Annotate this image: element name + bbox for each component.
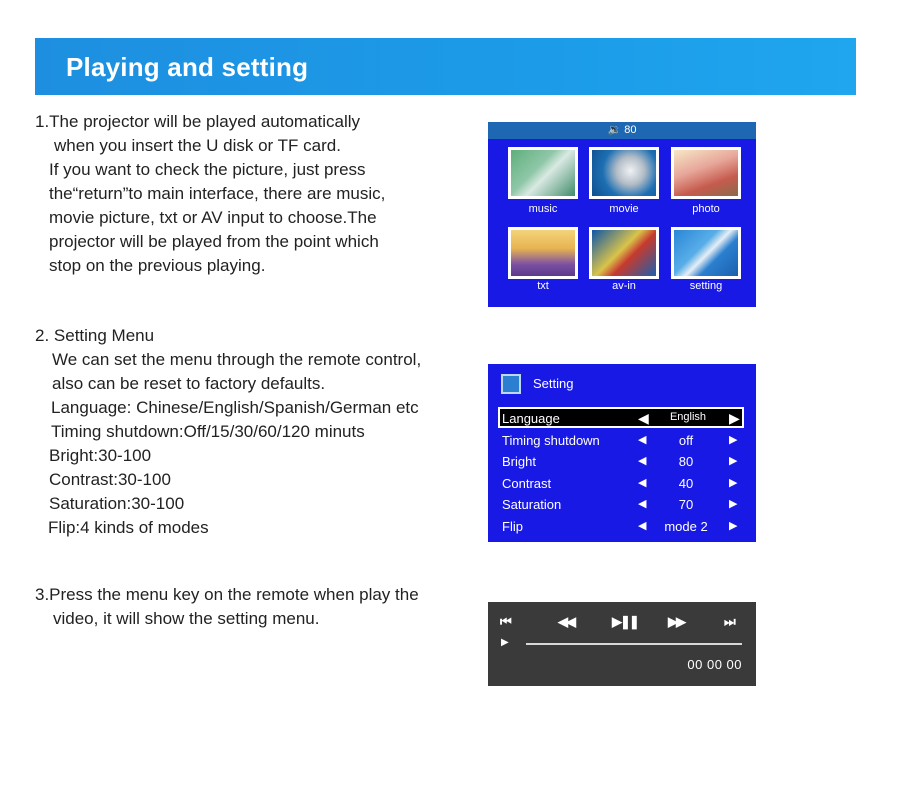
text-line: Flip:4 kinds of modes bbox=[48, 518, 209, 537]
text-line: video, it will show the setting menu. bbox=[53, 609, 320, 628]
play-pause-icon[interactable]: ▶❚❚ bbox=[612, 614, 638, 629]
arrow-left-icon[interactable]: ◀ bbox=[638, 455, 647, 467]
av-in-icon[interactable] bbox=[589, 227, 659, 279]
arrow-right-icon[interactable]: ▶ bbox=[729, 455, 738, 467]
setting-name: Flip bbox=[502, 519, 523, 534]
photo-icon[interactable] bbox=[671, 147, 741, 199]
music-icon[interactable] bbox=[508, 147, 578, 199]
arrow-left-icon[interactable]: ◀ bbox=[638, 498, 647, 510]
setting-icon bbox=[501, 374, 521, 394]
setting-row-contrast[interactable] bbox=[498, 473, 744, 494]
text-line: Timing shutdown:Off/15/30/60/120 minuts bbox=[51, 422, 365, 441]
setting-name: Bright bbox=[502, 454, 536, 469]
setting-row-timing-shutdown[interactable] bbox=[498, 430, 744, 451]
fast-forward-icon[interactable]: ▶▶ bbox=[668, 614, 684, 629]
setting-row-language[interactable] bbox=[498, 407, 744, 428]
arrow-left-icon[interactable]: ◀ bbox=[638, 520, 647, 532]
text-line: We can set the menu through the remote control, bbox=[52, 350, 422, 369]
next-icon[interactable]: ⏭ bbox=[724, 614, 734, 629]
setting-row-saturation[interactable] bbox=[498, 494, 744, 515]
arrow-right-icon[interactable]: ▶ bbox=[729, 410, 740, 426]
text-line: the“return”to main interface, there are music, bbox=[49, 184, 386, 203]
section-banner bbox=[35, 38, 856, 95]
setting-value: off bbox=[678, 433, 694, 448]
tile-label: music bbox=[528, 203, 558, 215]
text-line: stop on the previous playing. bbox=[49, 256, 266, 275]
text-line: 3.Press the menu key on the remote when play the bbox=[35, 585, 419, 604]
tile-label: av-in bbox=[612, 280, 636, 292]
arrow-left-icon[interactable]: ◀ bbox=[638, 477, 647, 489]
text-line: Contrast:30-100 bbox=[49, 470, 171, 489]
previous-icon[interactable]: ⏮ bbox=[500, 614, 510, 629]
text-line: Saturation:30-100 bbox=[49, 494, 185, 513]
tile-label: movie bbox=[609, 203, 639, 215]
play-icon: ▶ bbox=[501, 637, 509, 648]
section-2-text bbox=[35, 324, 421, 540]
setting-menu-screen bbox=[488, 364, 756, 542]
arrow-left-icon[interactable]: ◀ bbox=[638, 410, 649, 426]
time-display: 00 00 00 bbox=[687, 657, 742, 672]
arrow-right-icon[interactable]: ▶ bbox=[729, 498, 738, 510]
setting-name: Language bbox=[502, 411, 560, 426]
setting-value: English bbox=[669, 411, 707, 423]
text-line: when you insert the U disk or TF card. bbox=[54, 136, 341, 155]
main-menu-screen bbox=[488, 122, 756, 307]
volume-indicator: 🔉 80 bbox=[488, 122, 756, 139]
text-line: If you want to check the picture, just press bbox=[49, 160, 366, 179]
text-line: projector will be played from the point which bbox=[49, 232, 379, 251]
setting-name: Saturation bbox=[502, 497, 562, 512]
rewind-icon[interactable]: ◀◀ bbox=[558, 614, 574, 629]
progress-bar[interactable] bbox=[526, 643, 742, 645]
tile-label: txt bbox=[537, 280, 549, 292]
tile-label: photo bbox=[692, 203, 720, 215]
text-line: also can be reset to factory defaults. bbox=[52, 374, 326, 393]
movie-icon[interactable] bbox=[589, 147, 659, 199]
setting-value: 80 bbox=[678, 454, 694, 469]
text-line: 1.The projector will be played automatically bbox=[35, 112, 361, 131]
arrow-right-icon[interactable]: ▶ bbox=[729, 434, 738, 446]
setting-value: 40 bbox=[678, 476, 694, 491]
section-1-text bbox=[35, 110, 385, 278]
txt-icon[interactable] bbox=[508, 227, 578, 279]
arrow-right-icon[interactable]: ▶ bbox=[729, 520, 738, 532]
tile-label: setting bbox=[689, 280, 723, 292]
text-line: Bright:30-100 bbox=[49, 446, 152, 465]
text-line: 2. Setting Menu bbox=[35, 326, 155, 345]
setting-value: 70 bbox=[678, 497, 694, 512]
setting-value: mode 2 bbox=[664, 519, 708, 534]
arrow-right-icon[interactable]: ▶ bbox=[729, 477, 738, 489]
section-3-text bbox=[35, 583, 419, 631]
setting-name: Contrast bbox=[502, 476, 552, 491]
setting-row-bright[interactable] bbox=[498, 451, 744, 472]
player-screen bbox=[488, 602, 756, 686]
text-line: movie picture, txt or AV input to choose.The bbox=[49, 208, 377, 227]
setting-icon[interactable] bbox=[671, 227, 741, 279]
setting-title: Setting bbox=[533, 376, 574, 391]
text-line: Language: Chinese/English/Spanish/German etc bbox=[51, 398, 419, 417]
setting-row-flip[interactable] bbox=[498, 516, 744, 537]
setting-name: Timing shutdown bbox=[502, 433, 600, 448]
arrow-left-icon[interactable]: ◀ bbox=[638, 434, 647, 446]
page-title: Playing and setting bbox=[66, 52, 309, 82]
